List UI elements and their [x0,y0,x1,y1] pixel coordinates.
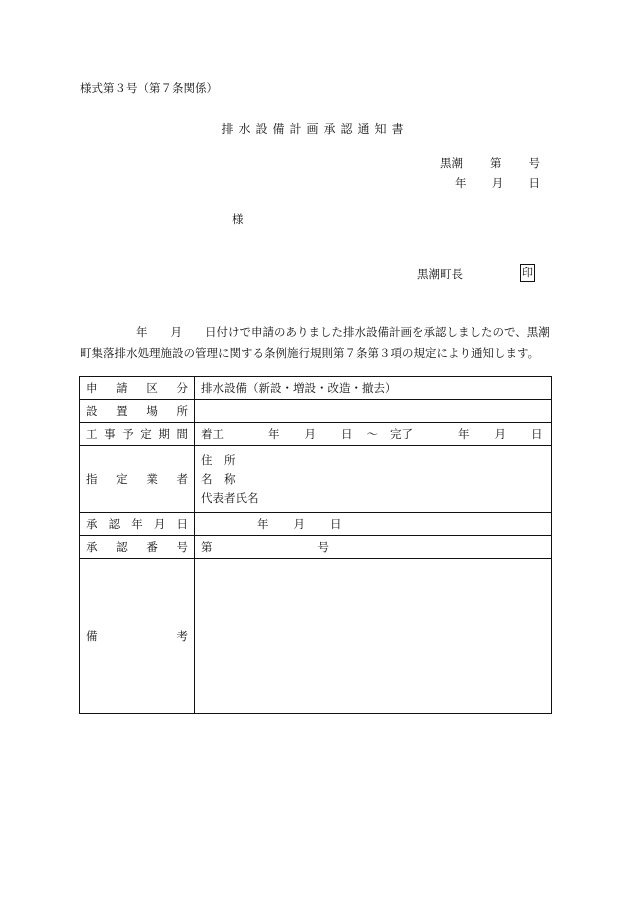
period-end: 完了 [390,427,413,441]
approval-day: 日 [330,517,342,531]
approval-month: 月 [293,517,305,531]
doc-number-dai: 第 [490,156,502,170]
form-number: 様式第３号（第７条関係） [80,81,218,95]
row-location [80,400,552,423]
addressee-suffix: 様 [232,212,244,226]
lbl5-chars [86,516,188,532]
period-day: 日 [341,427,353,441]
document-date [455,175,540,191]
period-year2: 年 [458,427,470,441]
row-remarks [80,559,552,714]
seal-mark: 印 [520,264,535,282]
approval-number-go: 号 [317,540,329,554]
period-month: 月 [304,427,316,441]
value-contractor [195,446,552,513]
label-char: 区 [146,381,158,395]
label-char: 月 [153,517,166,531]
label-char: 認 [116,540,128,554]
label-char: 置 [116,404,128,418]
period-tilde: ～ [366,427,378,441]
label-location [80,400,195,423]
body-text: 日付けで申請のありました排水設備計画を承認しましたので、黒潮町集落排水処理施設の管理に関する条例施行規則第７条第３項の規定により通知します。 [80,325,550,360]
label-char: 年 [131,517,143,531]
label-char: 号 [176,540,188,554]
doc-number-prefix: 黒潮 [440,156,463,170]
lbl4-chars [86,471,188,487]
label-char: 予 [122,427,134,441]
contractor-representative: 代表者氏名 [201,490,259,505]
approval-year: 年 [257,517,269,531]
value-approval-number [195,536,552,559]
label-char: 番 [146,540,158,554]
row-contractor [80,446,552,513]
value-remarks [195,559,552,714]
lbl3-chars [86,426,188,442]
value-application-type: 排水設備（新設・増設・改造・撤去） [195,377,552,400]
label-char: 定 [140,427,152,441]
label-char: 業 [146,472,158,486]
label-char: 間 [176,427,188,441]
contractor-name: 名 称 [201,471,236,486]
approval-table [79,376,552,714]
label-char: 承 [86,517,98,531]
label-contractor [80,446,195,513]
approval-number-dai: 第 [201,540,213,554]
label-approval-date [80,513,195,536]
label-char: 設 [86,404,98,418]
remarks-label-left: 備 [86,629,98,643]
label-application-type [80,377,195,400]
value-period [195,423,552,446]
label-char: 認 [108,517,121,531]
lbl2-chars [86,403,188,419]
label-char: 定 [116,472,128,486]
row-approval-date [80,513,552,536]
body-year: 年 [136,325,148,339]
issuer-name: 黒潮町長 [417,267,463,281]
label-approval-number [80,536,195,559]
label-char: 期 [158,427,170,441]
label-remarks [80,559,195,714]
lbl6-chars [86,539,188,555]
row-period [80,423,552,446]
label-char: 者 [176,472,188,486]
row-application-type [80,377,552,400]
period-start: 着工 [201,427,224,441]
doc-date-day: 日 [528,176,540,190]
label-char: 指 [86,472,98,486]
label-char: 承 [86,540,98,554]
period-month2: 月 [494,427,506,441]
label-char: 場 [146,404,158,418]
notice-body [80,322,555,364]
period-day2: 日 [531,427,543,441]
remarks-label-right: 考 [176,629,188,643]
doc-date-year: 年 [455,176,467,190]
label-char: 分 [176,381,188,395]
period-year: 年 [268,427,280,441]
value-approval-date [195,513,552,536]
label-char: 所 [176,404,188,418]
doc-date-month: 月 [491,176,504,190]
lbl1-chars [86,380,188,396]
label-char: 事 [104,427,116,441]
document-number [440,155,540,171]
label-char: 工 [86,427,98,441]
row-approval-number [80,536,552,559]
document-title: 排水設備計画承認通知書 [221,122,409,136]
body-month: 月 [170,325,182,339]
doc-number-go: 号 [528,156,540,170]
label-period [80,423,195,446]
label-char: 日 [176,517,188,531]
contractor-address: 住 所 [201,452,236,467]
value-location [195,400,552,423]
label-char: 請 [116,381,128,395]
label-char: 申 [86,381,98,395]
